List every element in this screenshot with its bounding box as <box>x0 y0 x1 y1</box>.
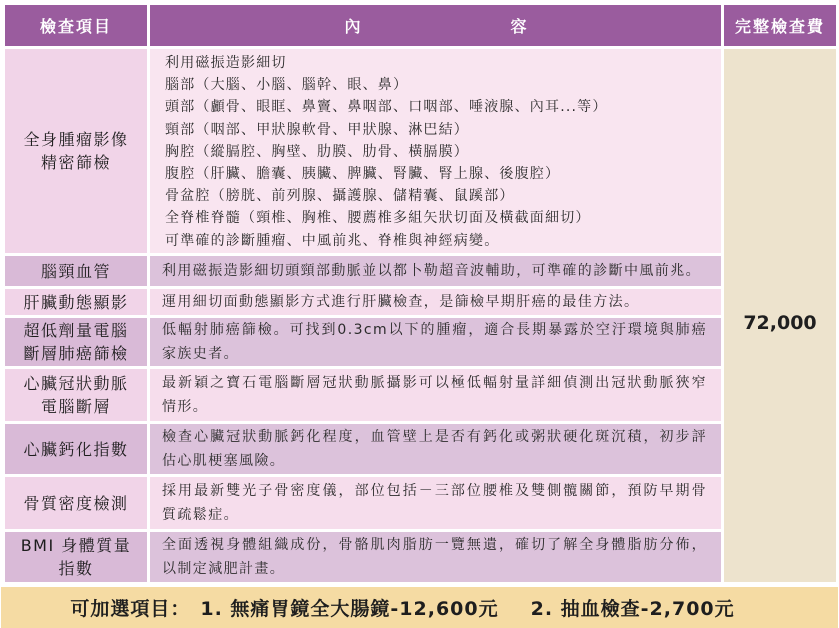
content-line: 頸部（咽部、甲狀腺軟骨、甲狀腺、淋巴結） <box>165 121 469 138</box>
content-line: 可準確的診斷腫瘤、中風前兆、脊椎與神經病變。 <box>165 232 500 249</box>
item-label-line: 心臟鈣化指數 <box>23 439 129 459</box>
content-line: 全面透視身體組織成份，骨骼肌肉脂肪一覽無遺，確切了解全身體脂肪分佈， <box>162 537 707 553</box>
checkup-table <box>5 5 836 582</box>
addon-item-blood-test: 2. 抽血檢查-2,700元 <box>530 598 735 620</box>
item-cell-liver-dynamic-imaging <box>5 289 147 315</box>
header-fee-label: 完整檢查費 <box>734 17 825 36</box>
item-label-line: 腦頸血管 <box>40 261 111 281</box>
content-line: 利用磁振造影細切 <box>165 55 287 71</box>
content-line: 骨盆腔（膀胱、前列腺、攝護腺、儲精囊、鼠蹊部） <box>165 188 515 205</box>
item-cell-head-neck-vessels <box>5 256 147 286</box>
content-line: 運用細切面動態顯影方式進行肝臟檢查，是篩檢早期肝癌的最佳方法。 <box>162 294 640 310</box>
addon-options-bar <box>1 587 838 628</box>
header-item-label: 檢查項目 <box>39 17 112 36</box>
item-cell-coronary-calcium-score <box>5 424 147 474</box>
item-label-line: BMI 身體質量 <box>20 536 132 555</box>
content-line: 低輻射肺癌篩檢。可找到0.3cm以下的腫瘤，適合長期暴露於空汙環境與肺癌 <box>162 322 707 338</box>
content-line: 採用最新雙光子骨密度儀，部位包括－三部位腰椎及雙側髖關節，預防早期骨 <box>162 483 707 499</box>
item-cell-low-dose-ct-lung-screening <box>5 318 147 366</box>
content-line: 家族史者。 <box>162 346 239 362</box>
item-label-line: 精密篩檢 <box>40 153 111 172</box>
content-cell-head-neck-vessels <box>150 256 721 286</box>
item-label-line: 電腦斷層 <box>40 397 111 416</box>
content-line: 胸腔（縱膈腔、胸壁、肋膜、肋骨、橫膈膜） <box>165 143 469 160</box>
header-content-label: 內容 <box>344 17 677 36</box>
content-line: 以制定減肥計畫。 <box>162 561 286 577</box>
header-item-column <box>5 5 147 46</box>
content-line: 全脊椎脊髓（頸椎、胸椎、腰薦椎多組矢狀切面及橫截面細切） <box>165 210 591 227</box>
header-fee-column <box>724 5 836 46</box>
content-cell-bmi-body-composition <box>150 532 721 582</box>
content-line: 腹腔（肝臟、膽囊、胰臟、脾臟、腎臟、腎上腺、後腹腔） <box>165 166 561 183</box>
content-line: 估心肌梗塞風險。 <box>162 453 286 469</box>
item-cell-bmi-body-composition <box>5 532 147 582</box>
header-content-column <box>150 5 721 46</box>
addon-label: 可加選項目： <box>70 598 191 620</box>
content-cell-whole-body-tumor-imaging <box>150 49 721 253</box>
content-line: 利用磁振造影細切頭頸部動脈並以都卜勒超音波輔助，可準確的診斷中風前兆。 <box>162 263 701 279</box>
package-fee-cell <box>724 49 836 582</box>
content-line: 質疏鬆症。 <box>162 507 239 523</box>
content-cell-coronary-calcium-score <box>150 424 721 474</box>
item-label-line: 心臟冠狀動脈 <box>23 374 129 393</box>
item-label-line: 指數 <box>58 559 94 578</box>
item-label-line: 肝臟動態顯影 <box>23 292 129 312</box>
content-cell-bone-density-test <box>150 477 721 529</box>
content-cell-coronary-ct <box>150 369 721 421</box>
content-cell-low-dose-ct-lung-screening <box>150 318 721 366</box>
item-cell-coronary-ct <box>5 369 147 421</box>
content-line: 情形。 <box>162 399 209 415</box>
content-cell-liver-dynamic-imaging <box>150 289 721 315</box>
content-line: 最新穎之寶石電腦斷層冠狀動脈攝影可以極低輻射量詳細偵測出冠狀動脈狹窄 <box>162 375 707 391</box>
item-cell-whole-body-tumor-imaging <box>5 49 147 253</box>
addon-item-endoscopy: 1. 無痛胃鏡全大腸鏡-12,600元 <box>200 598 499 620</box>
content-line: 腦部（大腦、小腦、腦幹、眼、鼻） <box>165 77 409 94</box>
item-label-line: 斷層肺癌篩檢 <box>23 344 129 363</box>
item-label-line: 超低劑量電腦 <box>23 321 129 340</box>
item-cell-bone-density-test <box>5 477 147 529</box>
content-line: 檢查心臟冠狀動脈鈣化程度，血管壁上是否有鈣化或粥狀硬化斑沉積，初步評 <box>162 429 707 445</box>
item-label-line: 全身腫瘤影像 <box>23 130 129 149</box>
item-label-line: 骨質密度檢測 <box>23 493 129 513</box>
content-line: 頭部（顱骨、眼眶、鼻竇、鼻咽部、口咽部、唾液腺、內耳...等） <box>165 99 608 116</box>
package-fee-price: 72,000 <box>743 311 817 334</box>
